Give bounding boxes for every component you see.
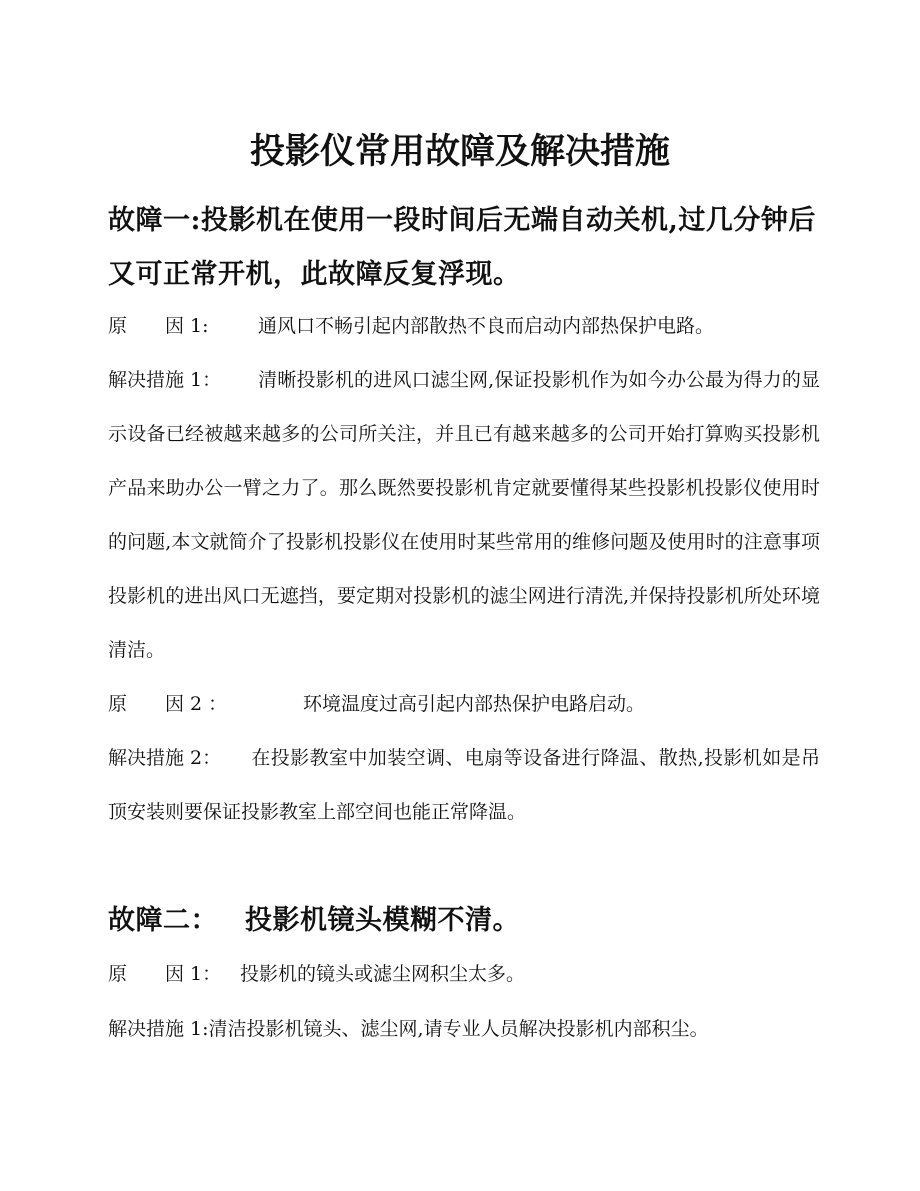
cause-text: 通风口不畅引起内部散热不良而启动内部热保护电路。 [258,315,715,337]
solution-label: 解决措施 2： [108,747,222,769]
fault-1-heading: 故障一:投影机在使用一段时间后无端自动关机,过几分钟后又可正常开机，此故障反复浮现。 [108,205,816,290]
fault-2-cause-1 [108,961,820,987]
cause-text: 环境温度过高引起内部热保护电路启动。 [303,693,646,715]
fault-1-cause-2 [108,691,820,717]
solution-text: 清洁投影机镜头、滤尘网,请专业人员解决投影机内部积尘。 [208,1018,709,1040]
cause-label: 原 因 2 ： [108,693,228,715]
page-title: 投影仪常用故障及解决措施 [249,132,670,172]
cause-label: 原 因 1： [108,963,222,985]
solution-text: 在投影教室中加装空调、电扇等设备进行降温、散热,投影机如是吊顶安装则要保证投影教室上部空间也能正常降温。 [108,747,820,823]
solution-label: 解决措施 1: [108,1018,209,1040]
fault-2-solution-1 [108,1016,820,1042]
fault-1-cause-1 [108,313,820,339]
fault-1-solution-2 [108,731,820,839]
fault-1-solution-1 [108,353,820,677]
fault-2-heading [108,894,818,948]
cause-label: 原 因 1: [108,315,209,337]
cause-text: 投影机的镜头或滤尘网积尘太多。 [240,963,526,985]
solution-text: 清晰投影机的进风口滤尘网,保证投影机作为如今办公最为得力的显示设备已经被越来越多的公司所关注，并且已有越来越多的公司开始打算购买投影机产品来助办公一臂之力了。那么既然要投影机肯定就要懂得某些投影机投影仪使用时的问题,本文就简介了投影机投影仪在使用时某些常用的维修问题及使用时的注意事项投影机的进出风口无遮挡，要定期对投影机的滤尘网进行清洗,并保持投影机所处环境清洁。 [108,369,820,661]
heading-label: 故障二： [108,905,218,936]
heading-text: 投影机镜头模糊不清。 [245,905,520,936]
solution-label: 解决措施 1： [108,369,222,391]
